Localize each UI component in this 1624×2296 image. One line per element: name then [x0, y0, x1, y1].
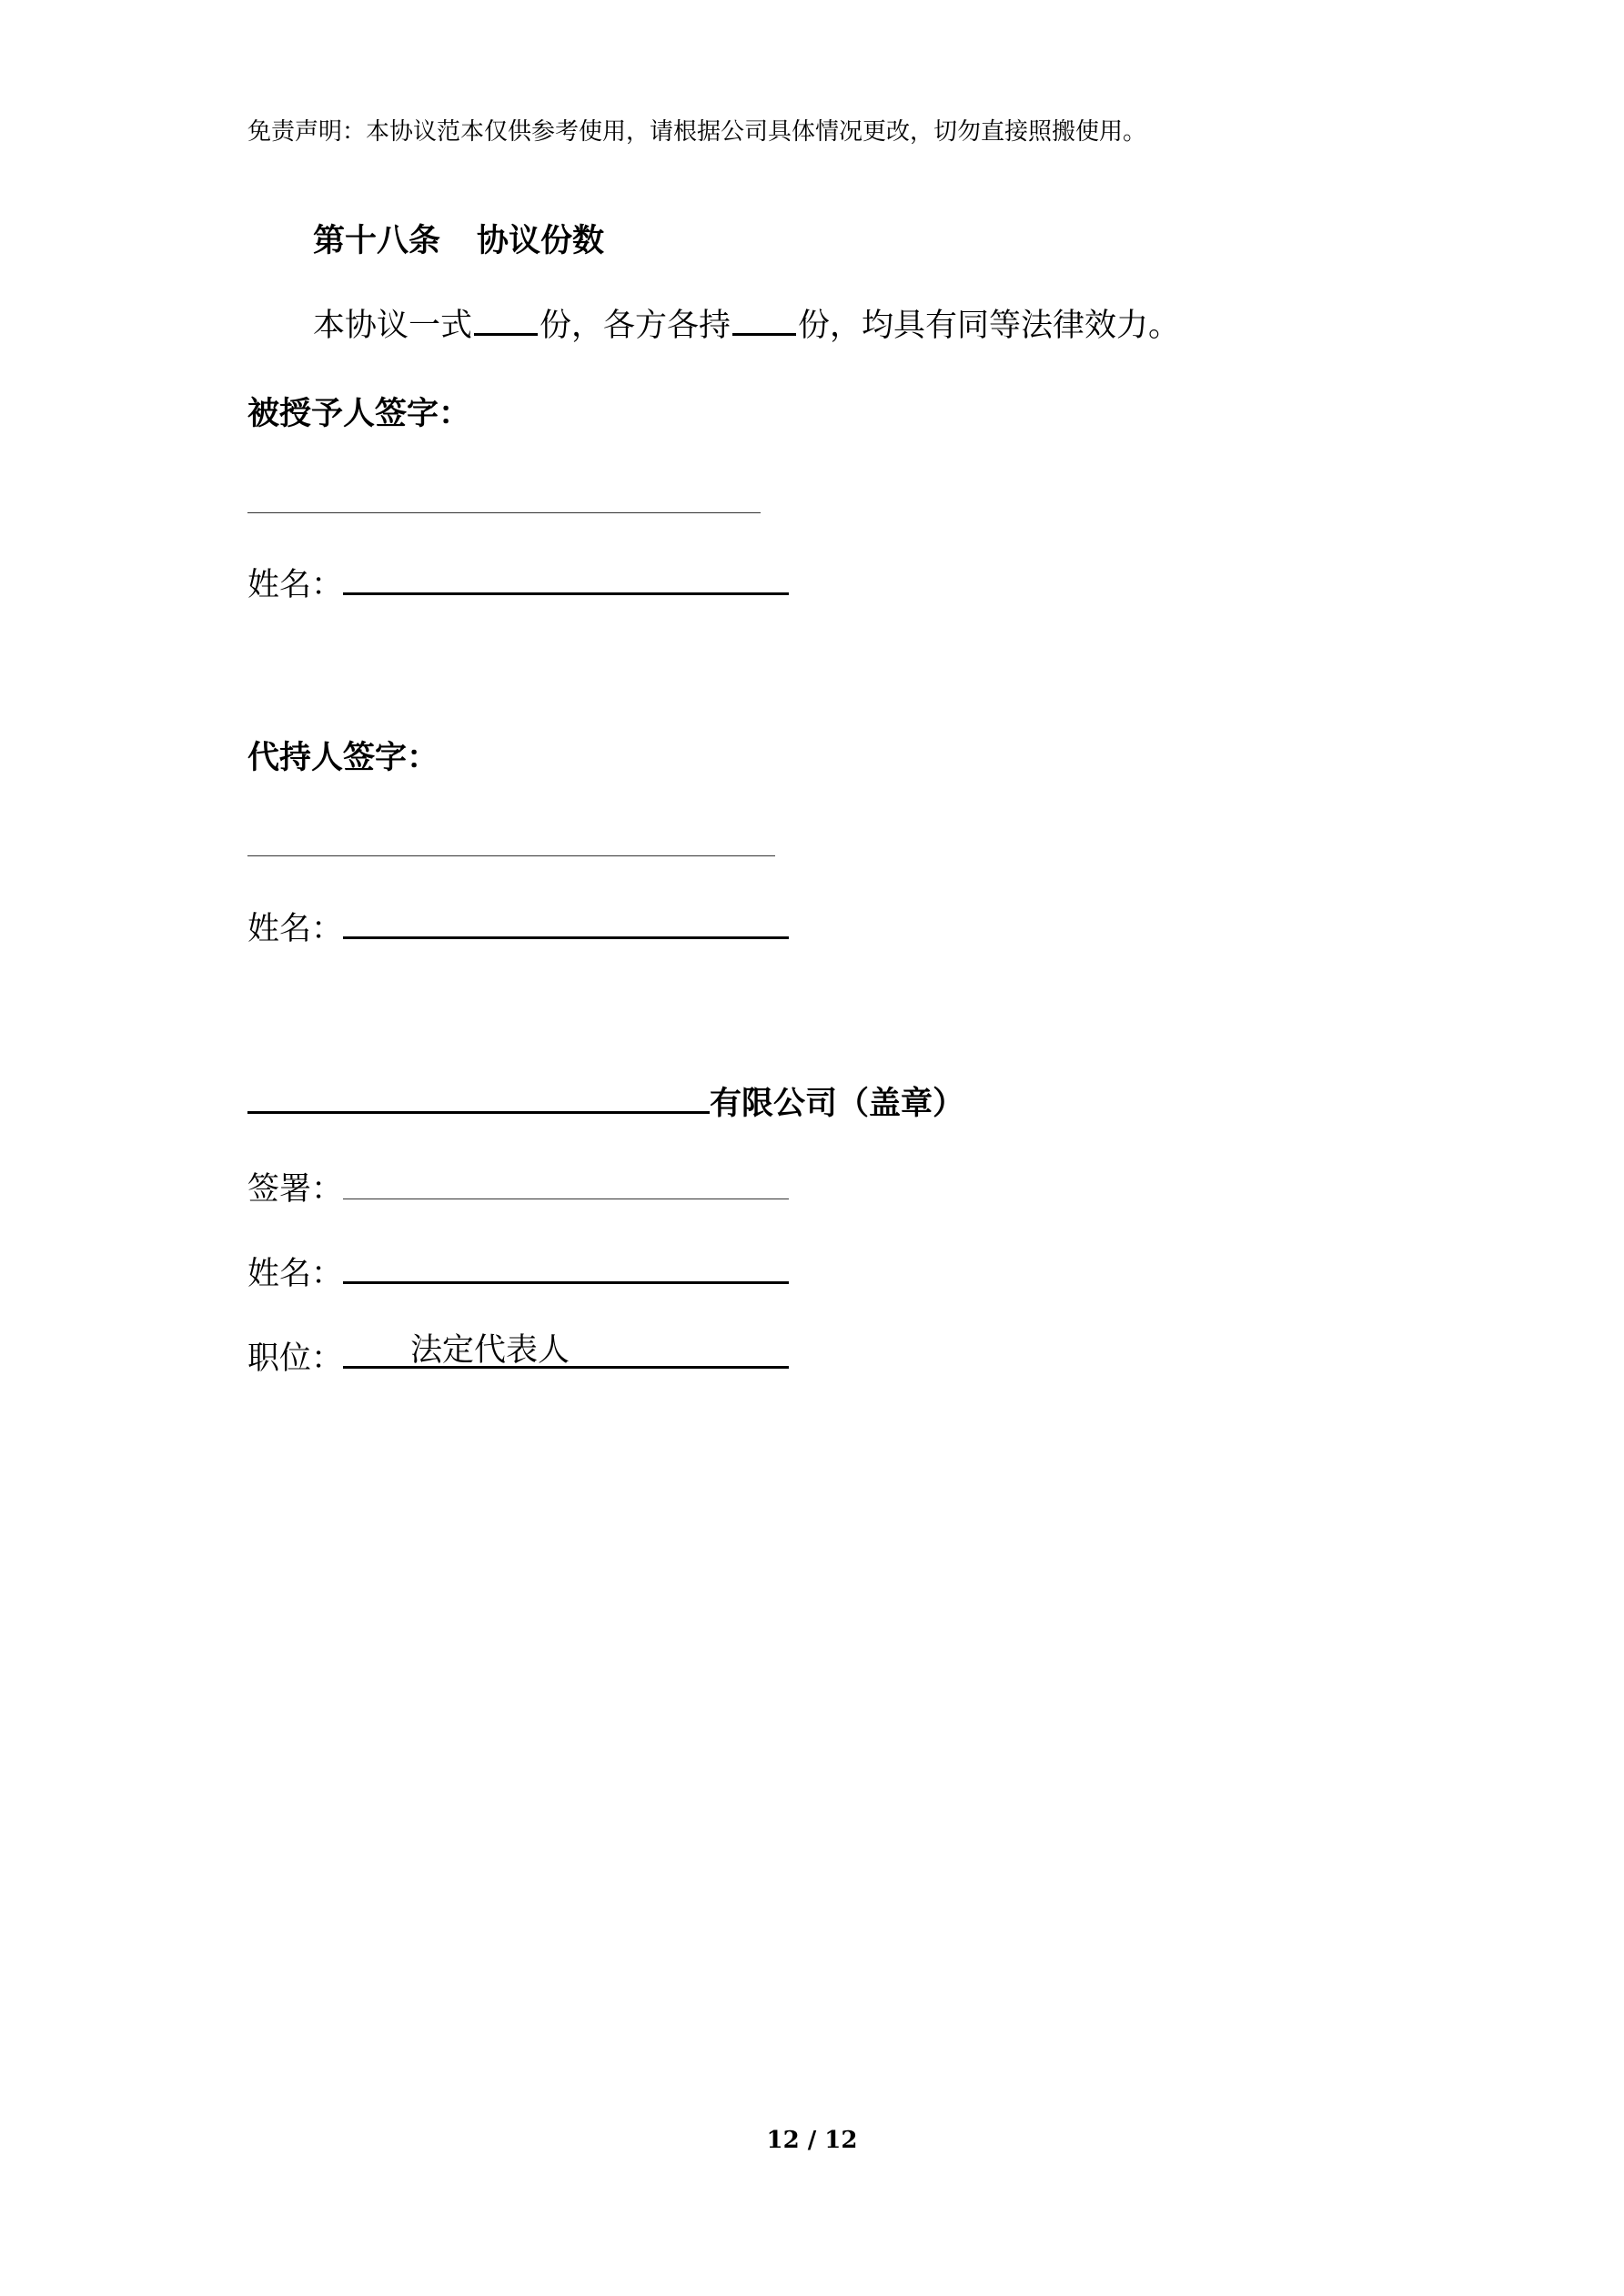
company-position-line[interactable]	[343, 1332, 789, 1369]
clause-text-2: 份，各方各持	[540, 308, 731, 344]
grantee-name-line[interactable]	[343, 565, 789, 595]
company-sign-field	[247, 1168, 789, 1210]
clause-text-3: 份，均具有同等法律效力。	[798, 308, 1181, 344]
holder-name-line[interactable]	[343, 909, 789, 939]
article-heading	[313, 220, 604, 262]
position-value: 法定代表人	[410, 1332, 570, 1369]
holder-name-field	[247, 908, 789, 950]
page-number: 12 / 12	[766, 2127, 858, 2154]
article-title: 协议份数	[477, 222, 605, 259]
each-party-copies-blank[interactable]	[732, 306, 796, 336]
grantee-name-label: 姓名：	[247, 567, 344, 603]
company-name-field	[247, 1253, 789, 1295]
holder-signature-heading: 代持人签字：	[247, 739, 439, 776]
grantee-signature-heading: 被授予人签字：	[247, 395, 471, 432]
clause-text-1: 本协议一式	[313, 308, 473, 344]
copies-clause	[313, 305, 1180, 347]
company-sign-label: 签署：	[247, 1171, 344, 1208]
article-number: 第十八条	[313, 222, 441, 259]
company-name-blank[interactable]	[247, 1084, 710, 1114]
company-sign-line[interactable]	[343, 1171, 789, 1199]
holder-name-label: 姓名：	[247, 911, 344, 947]
company-rep-name-line[interactable]	[343, 1254, 789, 1284]
grantee-signature-line[interactable]	[247, 512, 761, 513]
company-name-label: 姓名：	[247, 1256, 344, 1292]
grantee-name-field	[247, 564, 789, 606]
total-copies-blank[interactable]	[474, 306, 538, 336]
company-seal-line	[247, 1083, 964, 1125]
holder-signature-line[interactable]	[247, 855, 775, 856]
company-position-field	[247, 1332, 789, 1380]
disclaimer-header: 免责声明：本协议范本仅供参考使用，请根据公司具体情况更改，切勿直接照搬使用。	[247, 118, 1147, 146]
company-suffix: 有限公司（盖章）	[710, 1085, 965, 1122]
company-position-label: 职位：	[247, 1340, 344, 1377]
